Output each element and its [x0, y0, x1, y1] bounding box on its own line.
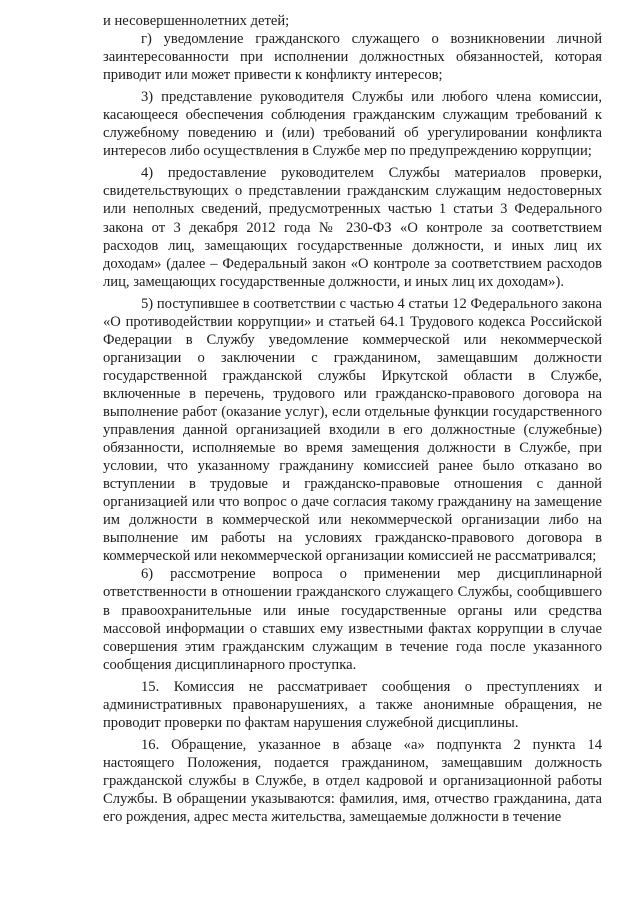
paragraph-item-6-disciplinary-measures: 6) рассмотрение вопроса о применении мер дисциплинарной ответственности в отношении гражданского служащего Службы, сообщившего в правоохранительные или иные государственные органы или средства массовой информации о ставших ему известными фактах коррупции в случае совершения этим гражданским служащим в течение года после указанного сообщения дисциплинарного проступка. [103, 566, 602, 673]
paragraph-section-16: 16. Обращение, указанное в абзаце «а» подпункта 2 пункта 14 настоящего Положения, подается гражданином, замещавшим должность гражданской службы в Службе, в отдел кадровой и организационной работы Службы. В обращении указываются: фамилия, имя, отчество гражданина, дата его рождения, адрес места жительства, замещаемые должности в течение [103, 736, 602, 826]
paragraph-item-5-organization-notice: 5) поступившее в соответствии с частью 4 статьи 12 Федерального закона «О противодействии коррупции» и статьей 64.1 Трудового кодекса Российской Федерации в Службу уведомление коммерческой или некоммерческой организации о заключении с гражданином, замещавшим должности государственной гражданской службы Иркутской области в Службе, включенные в перечень, трудового или гражданско-правового договора на выполнение работ (оказание услуг), если отдельные функции государственного управления данной организацией входили в его должностные (служебные) обязанности, исполняемые во время замещения должности в Службе, при условии, что указанному гражданину комиссией ранее было отказано во вступлении в трудовые и гражданско-правовые отношения с данной организацией или что вопрос о даче согласия такому гражданину на замещение им должности в коммерческой или некоммерческой организации либо на выполнение им работы на условиях гражданско-правового договора в коммерческой или некоммерческой организации комиссией не рассматривался; [103, 295, 602, 565]
paragraph-children-continuation: и несовершеннолетних детей; [103, 13, 290, 29]
paragraph-section-15: 15. Комиссия не рассматривает сообщения о преступлениях и административных правонарушениях, а также анонимные обращения, не проводит проверки по фактам нарушения служебной дисциплины. [103, 678, 602, 731]
document-page [103, 12, 602, 826]
paragraph-item-g-conflict-of-interest: г) уведомление гражданского служащего о возникновении личной заинтересованности при исполнении должностных обязанностей, которая приводит или может привести к конфликту интересов; [103, 31, 602, 84]
paragraph-item-4-verification-materials: 4) предоставление руководителем Службы материалов проверки, свидетельствующих о представлении гражданским служащим недостоверных или неполных сведений, предусмотренных частью 1 статьи 3 Федерального закона от 3 декабря 2012 года № 230-ФЗ «О контроле за соответствием расходов лиц, замещающих государственные должности, и иных лиц их доходам» (далее – Федеральный закон «О контроле за соответствием расходов лиц, замещающих государственные должности, и иных лиц их доходам»). [103, 165, 602, 290]
paragraph-item-3-head-representation: 3) представление руководителя Службы или любого члена комиссии, касающееся обеспечения соблюдения гражданским служащим требований к служебному поведению и (или) требований об урегулировании конфликта интересов либо осуществления в Службе мер по предупреждению коррупции; [103, 89, 602, 160]
